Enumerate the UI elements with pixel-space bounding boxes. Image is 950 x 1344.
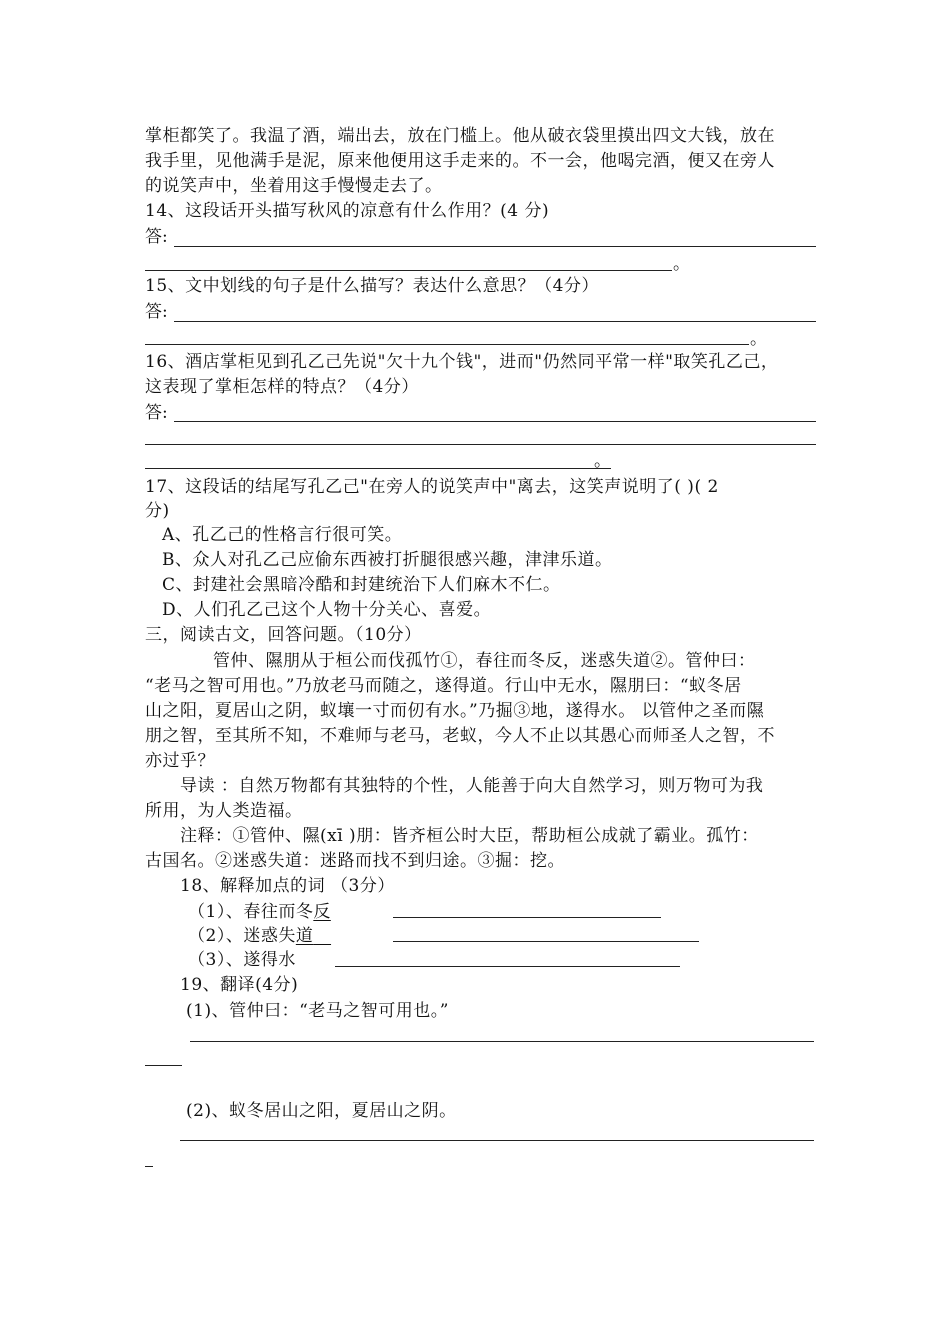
answer-line[interactable] xyxy=(145,444,816,445)
passage-line: 的说笑声中，坐着用这手慢慢走去了。 xyxy=(145,176,443,196)
classical-text-line: 亦过乎？ xyxy=(145,751,215,771)
guide-line: 所用，为人类造福。 xyxy=(145,801,303,821)
q18-item-3 xyxy=(188,948,338,972)
question-17: 17、这段话的结尾写孔乙己"在旁人的说笑声中"离去，这笑声说明了( )( 2 xyxy=(145,477,719,497)
answer-line[interactable] xyxy=(145,1065,182,1066)
option-b[interactable]: B、众人对孔乙己应偷东西被打折腿很感兴趣，津津乐道。 xyxy=(162,550,613,570)
item-prefix: （3）、遂得水 xyxy=(188,950,296,970)
q19-item-1: (1)、管仲曰：“老马之智可用也。” xyxy=(186,1001,449,1021)
answer-line[interactable] xyxy=(190,1041,814,1042)
classical-text-line: 山之阳，夏居山之阴，蚁壤一寸而仞有水。”乃掘③地，遂得水。 以管仲之圣而隰 xyxy=(145,701,765,721)
answer-line[interactable] xyxy=(393,941,699,942)
answer-line[interactable] xyxy=(174,246,816,247)
answer-line[interactable] xyxy=(393,917,661,918)
answer-label: 答: xyxy=(145,403,168,423)
q18-item-2 xyxy=(188,924,388,948)
dotted-word: 反 xyxy=(313,902,331,922)
answer-line[interactable] xyxy=(145,270,672,271)
option-c[interactable]: C、封建社会黑暗冷酷和封建统治下人们麻木不仁。 xyxy=(162,575,561,595)
classical-text-line: 管仲、隰朋从于桓公而伐孤竹①，春往而冬反，迷惑失道②。管仲曰： xyxy=(213,651,756,671)
answer-line[interactable] xyxy=(145,344,749,345)
classical-text-line: “老马之智可用也。”乃放老马而随之，遂得道。行山中无水，隰朋曰：“蚁冬居 xyxy=(145,676,742,696)
question-14: 14、这段话开头描写秋风的凉意有什么作用？(4 分) xyxy=(145,201,550,221)
passage-line: 我手里，见他满手是泥，原来他便用这手走来的。不一会，他喝完酒，便又在旁人 xyxy=(145,151,775,171)
q19-item-2: (2)、蚁冬居山之阳，夏居山之阴。 xyxy=(186,1101,457,1121)
period-mark: 。 xyxy=(594,451,611,471)
item-prefix: （2）、迷惑失 xyxy=(188,926,296,946)
answer-line[interactable] xyxy=(145,1166,153,1167)
notes-line: 古国名。②迷惑失道：迷路而找不到归途。③掘：挖。 xyxy=(145,851,565,871)
q18-item-1 xyxy=(188,900,388,924)
underline-space xyxy=(313,926,331,946)
question-19: 19、翻译(4分) xyxy=(180,975,299,995)
option-a[interactable]: A、孔乙己的性格言行很可笑。 xyxy=(162,525,403,545)
question-16: 16、酒店掌柜见到孔乙己先说"欠十九个钱"，进而"仍然同平常一样"取笑孔乙己， xyxy=(145,352,779,372)
option-d[interactable]: D、人们孔乙己这个人物十分关心、喜爱。 xyxy=(162,600,492,620)
answer-line[interactable] xyxy=(335,966,680,967)
classical-text-line: 朋之智，至其所不知，不难师与老马，老蚁，今人不止以其愚心而师圣人之智，不 xyxy=(145,726,775,746)
answer-line[interactable] xyxy=(145,468,611,469)
answer-line[interactable] xyxy=(174,321,816,322)
answer-label: 答: xyxy=(145,227,168,247)
guide-line: 导读 ：自然万物都有其独特的个性，人能善于向大自然学习，则万物可为我 xyxy=(180,776,764,796)
passage-line: 掌柜都笑了。我温了酒，端出去，放在门槛上。他从破衣袋里摸出四文大钱，放在 xyxy=(145,126,775,146)
question-15: 15、文中划线的句子是什么描写？表达什么意思？（4分） xyxy=(145,276,599,296)
answer-line[interactable] xyxy=(180,1140,814,1141)
answer-line[interactable] xyxy=(174,421,816,422)
section-title: 三，阅读古文，回答问题。（10分） xyxy=(145,625,422,645)
notes-line: 注释：①管仲、隰(xī )朋：皆齐桓公时大臣，帮助桓公成就了霸业。孤竹： xyxy=(180,826,759,846)
period-mark: 。 xyxy=(673,254,690,274)
item-prefix: （1）、春往而冬 xyxy=(188,902,314,922)
question-17: 分) xyxy=(145,501,170,521)
period-mark: 。 xyxy=(750,329,767,349)
question-18: 18、解释加点的词 （3分） xyxy=(180,876,395,896)
answer-label: 答: xyxy=(145,302,168,322)
dotted-word: 道 xyxy=(295,926,314,946)
question-16: 这表现了掌柜怎样的特点？（4分） xyxy=(145,377,419,397)
